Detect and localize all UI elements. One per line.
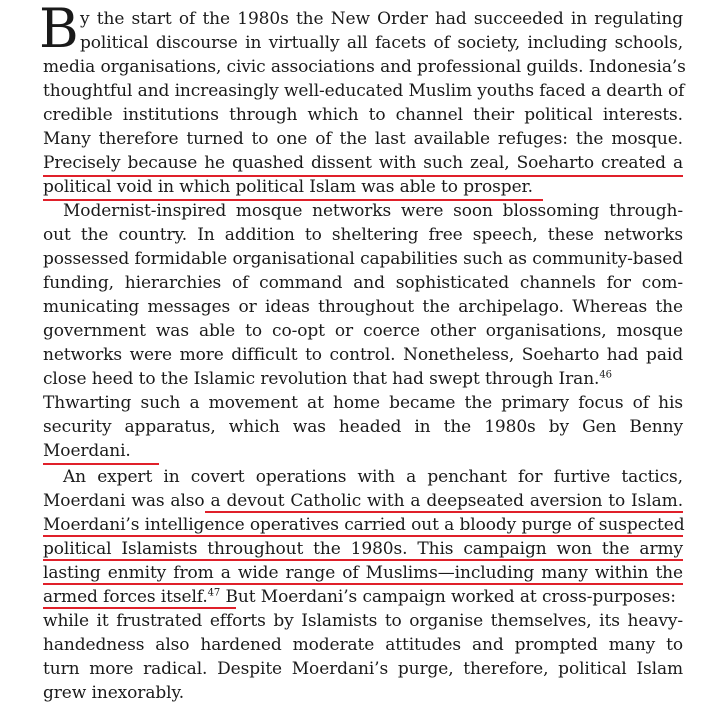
- text-line: An expert in covert operations with a penchant for furtive tactics,: [63, 467, 683, 487]
- text-line: while it frustrated efforts by Islamists to organise themselves, its heavy-: [43, 611, 683, 631]
- highlight-underline: [43, 463, 159, 465]
- highlight-underline: [43, 559, 683, 561]
- text-line: grew inexorably.: [43, 683, 185, 703]
- text-line: municating messages or ideas throughout the archipelago. Whereas the: [43, 297, 683, 317]
- highlight-underline: [43, 607, 236, 609]
- highlight-underline: [43, 583, 683, 585]
- text-line: Thwarting such a movement at home became the primary focus of his: [43, 393, 683, 413]
- text-line: Modernist-inspired mosque networks were soon blossoming through-: [63, 201, 683, 221]
- drop-cap: B: [39, 0, 79, 60]
- text-line: turn more radical. Despite Moerdani’s purge, therefore, political Islam: [43, 659, 683, 679]
- text-line: media organisations, civic associations and professional guilds. Indonesia’s: [43, 57, 686, 77]
- text-span: close heed to the Islamic revolution that had swept through Iran.: [43, 369, 600, 389]
- text-line: Many therefore turned to one of the last available refuges: the mosque.: [43, 129, 683, 149]
- text-line: y the start of the 1980s the New Order had succeeded in regulating: [80, 9, 683, 29]
- text-line: out the country. In addition to sheltering free speech, these networks: [43, 225, 683, 245]
- highlight-underline: [43, 175, 683, 177]
- text-line: political Islamists throughout the 1980s. This campaign won the army: [43, 539, 683, 559]
- text-line: handedness also hardened moderate attitudes and prompted many to: [43, 635, 683, 655]
- text-line: possessed formidable organisational capabilities such as community-based: [43, 249, 683, 269]
- text-line: funding, hierarchies of command and sophisticated channels for com-: [43, 273, 683, 293]
- highlight-underline: [205, 511, 683, 513]
- text-span: armed forces itself.: [43, 587, 208, 607]
- text-line: lasting enmity from a wide range of Muslims—including many within the: [43, 563, 683, 583]
- text-line: political discourse in virtually all facets of society, including schools,: [80, 33, 683, 53]
- text-line: [43, 368, 683, 390]
- text-line: networks were more difficult to control. Nonetheless, Soeharto had paid: [43, 345, 683, 365]
- text-line: thoughtful and increasingly well-educated Muslim youths faced a dearth of: [43, 81, 685, 101]
- highlight-underline: [43, 199, 543, 201]
- text-line: political void in which political Islam was able to prosper.: [43, 177, 533, 197]
- text-line: Moerdani.: [43, 441, 131, 461]
- text-line: government was able to co-opt or coerce other organisations, mosque: [43, 321, 683, 341]
- text-line: Moerdani’s intelligence operatives carried out a bloody purge of suspected: [43, 515, 685, 535]
- text-line: Moerdani was also a devout Catholic with a deepseated aversion to Islam.: [43, 491, 683, 511]
- text-line: credible institutions through which to channel their political interests.: [43, 105, 683, 125]
- highlight-underline: [43, 535, 683, 537]
- text-span: But Moerdani’s campaign worked at cross-purposes:: [220, 587, 676, 607]
- text-line: [43, 586, 683, 608]
- text-line: security apparatus, which was headed in the 1980s by Gen Benny: [43, 417, 683, 437]
- footnote-marker: 47: [207, 587, 221, 599]
- footnote-marker: 46: [599, 369, 612, 381]
- text-line: Precisely because he quashed dissent with such zeal, Soeharto created a: [43, 153, 683, 173]
